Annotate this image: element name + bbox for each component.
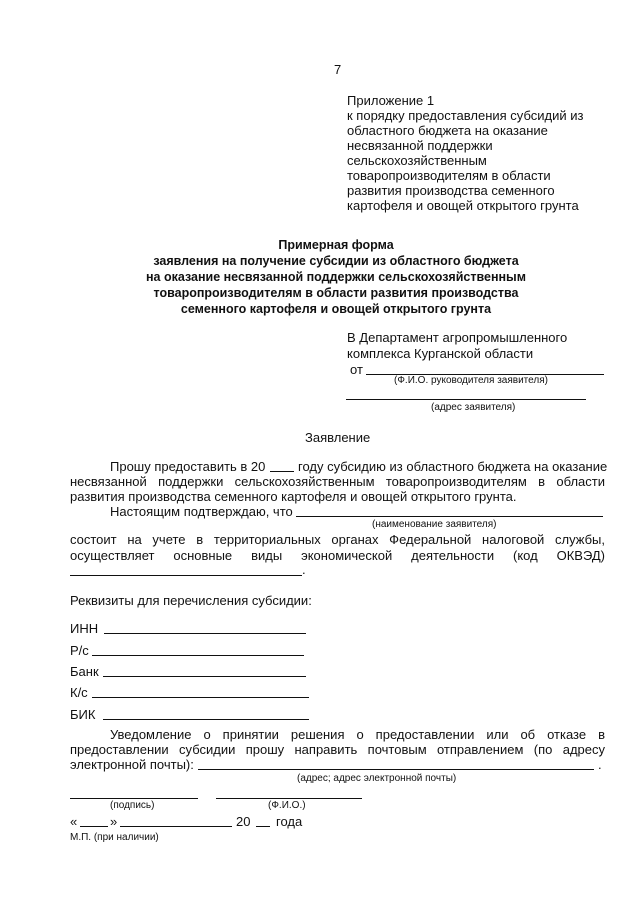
inn-field[interactable] bbox=[104, 633, 306, 634]
appendix-line: товаропроизводителям в области bbox=[347, 168, 551, 183]
form-title-line: товаропроизводителям в области развития производства bbox=[153, 286, 519, 300]
bank-field[interactable] bbox=[103, 676, 306, 677]
form-title-line: на оказание несвязанной поддержки сельскохозяйственным bbox=[146, 270, 526, 284]
date-quote-close: » bbox=[110, 814, 118, 829]
form-title-line: заявления на получение субсидии из областного бюджета bbox=[153, 254, 519, 268]
paragraph-text: . bbox=[302, 562, 306, 577]
appendix-line: сельскохозяйственным bbox=[347, 153, 487, 168]
appendix-line: областного бюджета на оказание bbox=[347, 123, 548, 138]
address-caption: (адрес заявителя) bbox=[431, 402, 516, 413]
applicant-address-field[interactable] bbox=[346, 399, 586, 400]
signature-field[interactable] bbox=[70, 798, 198, 799]
paragraph-text: году субсидию из областного бюджета на оказание bbox=[298, 459, 608, 474]
applicant-caption: (наименование заявителя) bbox=[372, 519, 497, 530]
paragraph-text: Настоящим подтверждаю, что bbox=[110, 504, 293, 519]
inn-label: ИНН bbox=[70, 621, 99, 636]
paragraph-text: осуществляет основные виды экономической деятельности (код ОКВЭД) bbox=[70, 548, 605, 563]
paragraph-text: Уведомление о принятии решения о предоставлении или об отказе в bbox=[110, 727, 605, 742]
page-number: 7 bbox=[334, 62, 342, 77]
appendix-line: развития производства семенного bbox=[347, 183, 555, 198]
date-year-prefix: 20 bbox=[236, 814, 251, 829]
date-day-field[interactable] bbox=[80, 826, 108, 827]
signer-fio-caption: (Ф.И.О.) bbox=[268, 800, 306, 811]
corr-account-label: К/с bbox=[70, 685, 88, 700]
requisites-title: Реквизиты для перечисления субсидии: bbox=[70, 593, 312, 608]
account-field[interactable] bbox=[92, 655, 304, 656]
appendix-line: к порядку предоставления субсидий из bbox=[347, 108, 584, 123]
email-caption: (адрес; адрес электронной почты) bbox=[297, 773, 457, 784]
appendix-line: Приложение 1 bbox=[347, 93, 435, 108]
corr-account-field[interactable] bbox=[92, 697, 309, 698]
document-heading: Заявление bbox=[305, 430, 371, 445]
form-title-line: Примерная форма bbox=[278, 238, 394, 252]
signature-caption: (подпись) bbox=[110, 800, 155, 811]
account-label: Р/с bbox=[70, 643, 89, 658]
applicant-name-field[interactable] bbox=[296, 516, 603, 517]
bik-label: БИК bbox=[70, 707, 96, 722]
bik-field[interactable] bbox=[103, 719, 309, 720]
from-label: от bbox=[350, 362, 363, 377]
paragraph-text: Прошу предоставить в 20 bbox=[110, 459, 266, 474]
appendix-line: несвязанной поддержки bbox=[347, 138, 493, 153]
recipient-line: В Департамент агропромышленного bbox=[347, 330, 568, 345]
okved-code-field[interactable] bbox=[70, 575, 302, 576]
paragraph-text: развития производства семенного картофеля и овощей открытого грунта. bbox=[70, 489, 517, 504]
stamp-note: М.П. (при наличии) bbox=[70, 832, 159, 843]
paragraph-text: предоставлении субсидии прошу направить почтовым отправлением (по адресу bbox=[70, 742, 605, 757]
paragraph-text: . bbox=[598, 757, 602, 772]
appendix-line: картофеля и овощей открытого грунта bbox=[347, 198, 579, 213]
date-year-suffix: года bbox=[276, 814, 303, 829]
year-field[interactable] bbox=[270, 471, 294, 472]
date-quote-open: « bbox=[70, 814, 78, 829]
form-title-line: семенного картофеля и овощей открытого грунта bbox=[180, 302, 492, 316]
paragraph-text: электронной почты): bbox=[70, 757, 194, 772]
date-year-field[interactable] bbox=[256, 826, 270, 827]
bank-label: Банк bbox=[70, 664, 99, 679]
fio-caption: (Ф.И.О. руководителя заявителя) bbox=[394, 375, 548, 386]
paragraph-text: состоит на учете в территориальных органах Федеральной налоговой службы, bbox=[70, 532, 605, 547]
signer-fio-field[interactable] bbox=[216, 798, 362, 799]
paragraph-text: несвязанной поддержки сельскохозяйственным товаропроизводителям в области bbox=[70, 474, 605, 489]
recipient-line: комплекса Курганской области bbox=[347, 346, 534, 361]
date-month-field[interactable] bbox=[120, 826, 232, 827]
email-address-field[interactable] bbox=[198, 769, 594, 770]
